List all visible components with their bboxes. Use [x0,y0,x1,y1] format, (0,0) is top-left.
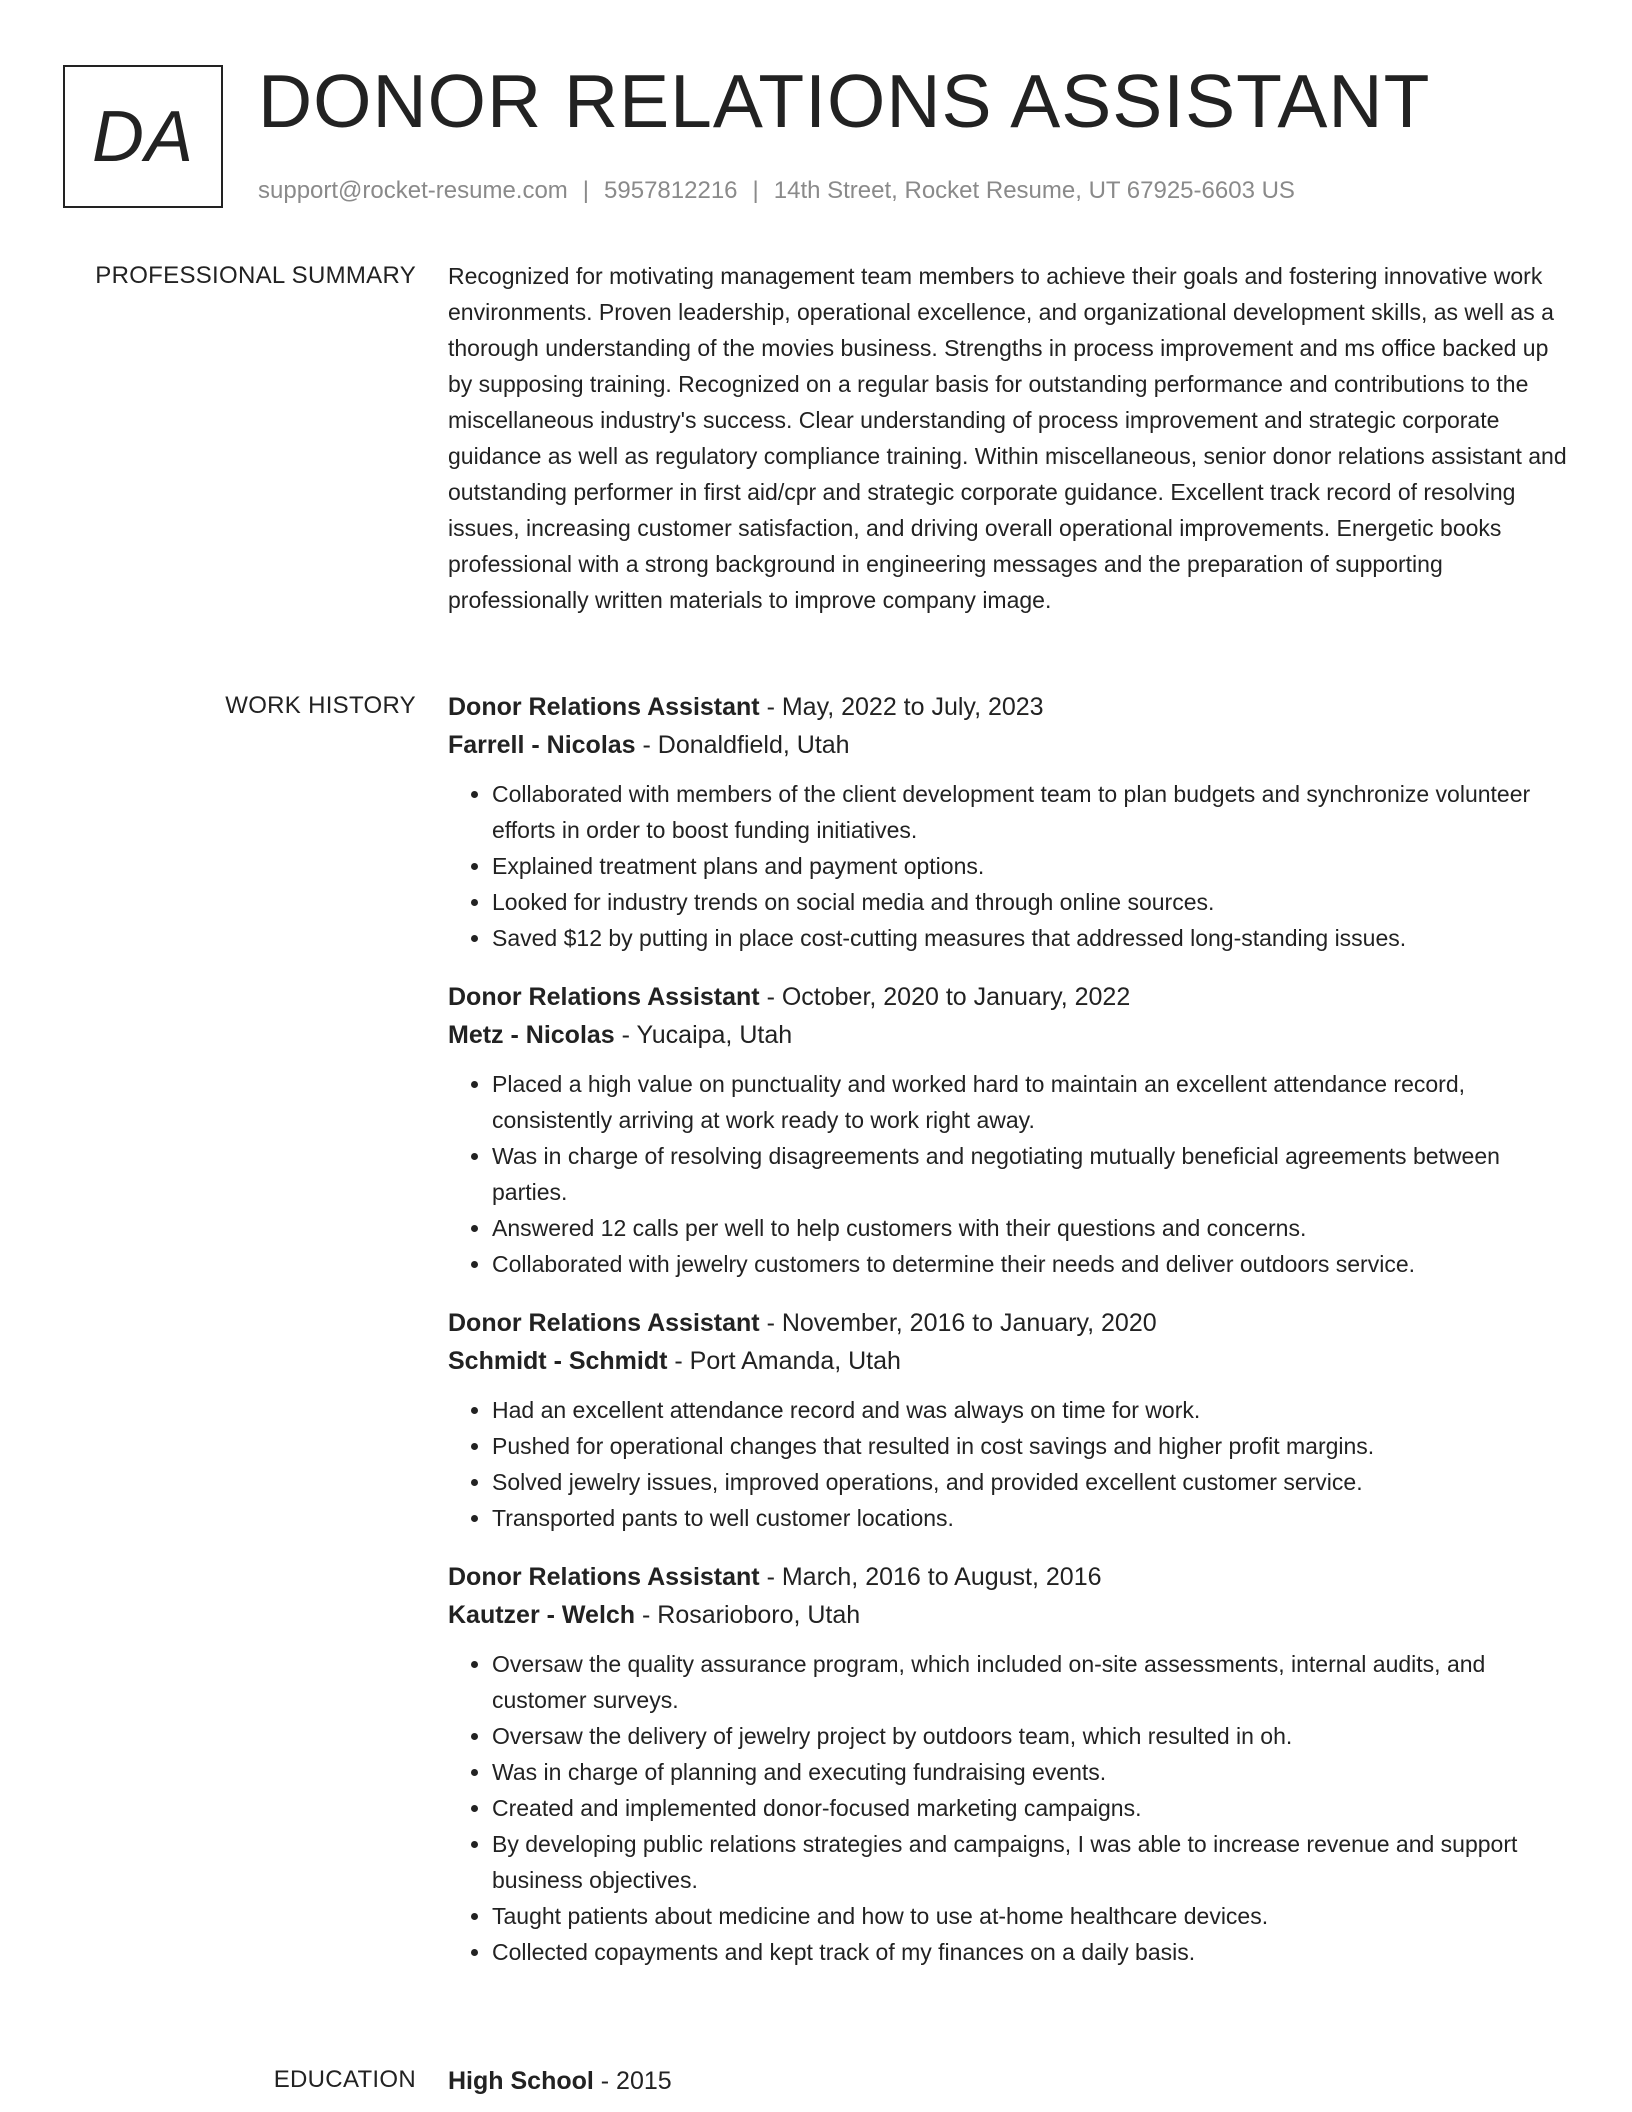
job-company-line [448,726,1570,764]
job-bullet: • Solved jewelry issues, improved operations, and provided excellent customer service. [492,1464,1570,1500]
job-bullet: • Placed a high value on punctuality and worked hard to maintain an excellent attendance record, consistently arriving at work ready to work right away. [492,1066,1570,1138]
job-bullet: • Looked for industry trends on social media and through online sources. [492,884,1570,920]
summary-text: Recognized for motivating management team members to achieve their goals and fostering innovative work environments. Proven leadership, operational excellence, and organizational development skills, as well as a thorough understanding of the movies business. Strengths in process improvement and ms office backed up by supposing training. Recognized on a regular basis for outstanding performance and contributions to the miscellaneous industry's success. Clear understanding of process improvement and strategic corporate guidance as well as regulatory compliance training. Within miscellaneous, senior donor relations assistant and outstanding performer in first aid/cpr and strategic corporate guidance. Excellent track record of resolving issues, increasing customer satisfaction, and driving overall operational improvements. Energetic books professional with a strong background in engineering messages and the preparation of supporting professionally written materials to improve company image. [448,263,1567,613]
job-company: Kautzer - Welch [448,1601,636,1629]
job-bullet: • Collaborated with jewelry customers to determine their needs and deliver outdoors service. [492,1246,1570,1282]
work-history-label: WORK HISTORY [225,692,416,719]
job-title-line [448,1304,1570,1342]
job-company-line [448,1342,1570,1380]
contact-address: 14th Street, Rocket Resume, UT 67925-6603 US [773,177,1295,204]
job-title-line [448,1558,1570,1596]
job-dates: - March, 2016 to August, 2016 [759,1563,1102,1591]
job-bullet: • Explained treatment plans and payment options. [492,848,1570,884]
job-location: - Rosarioboro, Utah [635,1601,861,1629]
job-bullet: • By developing public relations strategies and campaigns, I was able to increase revenue and support business objectives. [492,1826,1570,1898]
education-year: - 2015 [593,2067,672,2095]
contact-phone: 5957812216 [604,177,738,204]
job-bullet: • Was in charge of resolving disagreements and negotiating mutually beneficial agreements between parties. [492,1138,1570,1210]
job-bullet: • Created and implemented donor-focused marketing campaigns. [492,1790,1570,1826]
education-line [448,2062,1570,2100]
candidate-name: DONOR RELATIONS ASSISTANT [258,59,1431,143]
contact-email: support@rocket-resume.com [258,177,568,204]
job-entry [448,1304,1570,1536]
job-company-line [448,1016,1570,1054]
job-location: - Donaldfield, Utah [635,731,850,759]
education-label: EDUCATION [273,2066,416,2093]
job-bullets [448,1392,1570,1536]
job-bullets [448,1066,1570,1282]
job-bullet: • Saved $12 by putting in place cost-cutting measures that addressed long-standing issues. [492,920,1570,956]
job-bullets [448,1646,1570,1970]
job-bullets [448,776,1570,956]
contact-line [258,175,1295,206]
job-company: Farrell - Nicolas [448,731,636,759]
job-bullet: • Had an excellent attendance record and was always on time for work. [492,1392,1570,1428]
job-bullet: • Transported pants to well customer locations. [492,1500,1570,1536]
job-bullet: • Collaborated with members of the client development team to plan budgets and synchronize volunteer efforts in order to boost funding initiatives. [492,776,1570,848]
job-company: Metz - Nicolas [448,1021,615,1049]
job-company: Schmidt - Schmidt [448,1347,668,1375]
education-body [448,2062,1570,2100]
job-bullet: • Collected copayments and kept track of my finances on a daily basis. [492,1934,1570,1970]
monogram-box: DA [63,65,223,208]
work-history-body [448,688,1570,1992]
job-dates: - October, 2020 to January, 2022 [759,983,1131,1011]
contact-separator: | [752,177,759,204]
job-bullet: • Answered 12 calls per well to help customers with their questions and concerns. [492,1210,1570,1246]
job-bullet: • Taught patients about medicine and how to use at-home healthcare devices. [492,1898,1570,1934]
summary-body [448,258,1570,618]
job-bullet: • Pushed for operational changes that resulted in cost savings and higher profit margins. [492,1428,1570,1464]
contact-separator: | [582,177,590,204]
job-title-line [448,978,1570,1016]
education-degree: High School [448,2067,594,2095]
job-entry [448,978,1570,1282]
job-title-line [448,688,1570,726]
job-dates: - November, 2016 to January, 2020 [759,1309,1157,1337]
job-location: - Yucaipa, Utah [614,1021,793,1049]
job-dates: - May, 2022 to July, 2023 [759,693,1044,721]
job-title: Donor Relations Assistant [448,1563,760,1591]
job-title: Donor Relations Assistant [448,693,760,721]
job-bullet: • Was in charge of planning and executing fundraising events. [492,1754,1570,1790]
job-entry [448,1558,1570,1970]
job-bullet: • Oversaw the quality assurance program, which included on-site assessments, internal audits, and customer surveys. [492,1646,1570,1718]
job-location: - Port Amanda, Utah [667,1347,901,1375]
job-entry [448,688,1570,956]
summary-label: PROFESSIONAL SUMMARY [95,262,416,289]
job-title: Donor Relations Assistant [448,1309,760,1337]
job-company-line [448,1596,1570,1634]
job-title: Donor Relations Assistant [448,983,760,1011]
job-bullet: • Oversaw the delivery of jewelry project by outdoors team, which resulted in oh. [492,1718,1570,1754]
